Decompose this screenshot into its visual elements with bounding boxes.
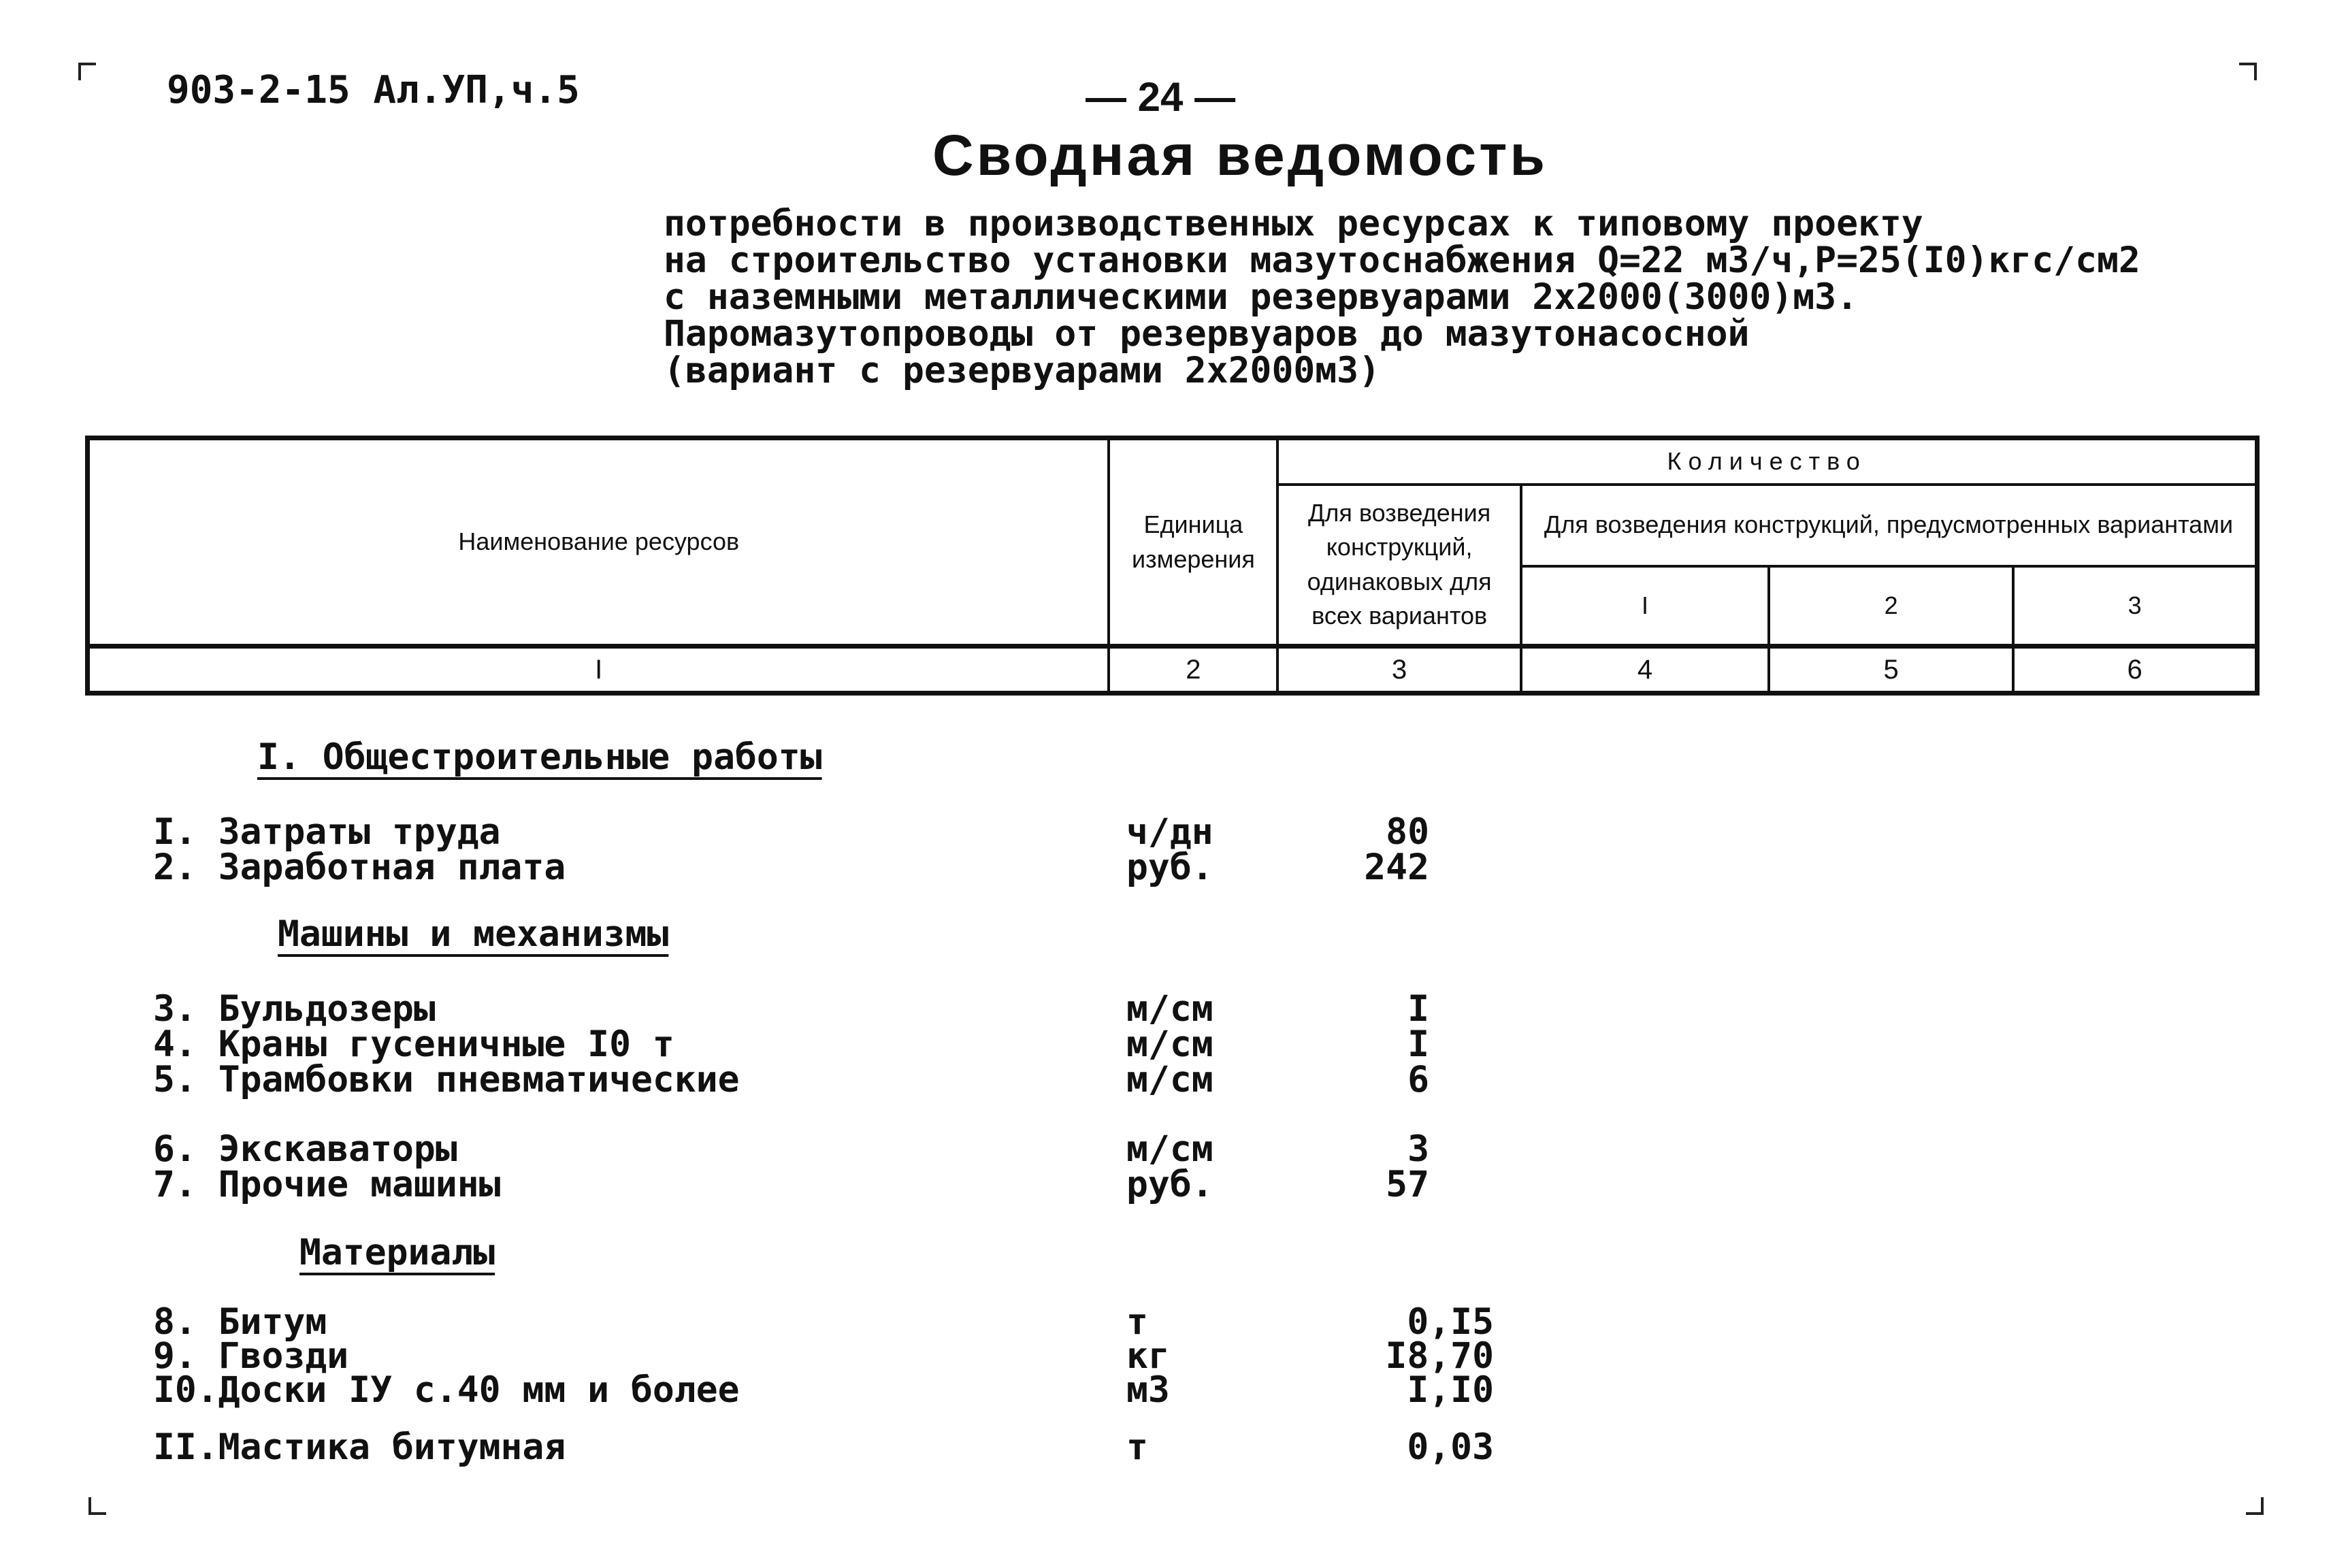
resources-table-header [85,436,2260,696]
row-quantity: 3 [1407,1128,1429,1170]
section-heading-text: Машины и механизмы [278,913,669,955]
subtitle-line: с наземными металлическими резервуарами 2х2000(3000)м3. [664,276,1858,318]
row-unit: кг [1126,1335,1170,1377]
row-name: II.Мастика битумная [153,1426,566,1468]
row-unit: м3 [1126,1369,1170,1411]
column-number: 2 [1109,647,1277,693]
row-quantity: 80 [1386,811,1429,853]
row-name: 8. Битум [153,1301,327,1343]
subtitle-line: (вариант с резервуарами 2х2000м3) [664,350,1380,391]
row-name: 7. Прочие машины [153,1164,501,1205]
header-resource-name: Наименование ресурсов [88,438,1109,647]
row-quantity: 242 [1364,847,1429,888]
row-unit: м/см [1126,1024,1213,1065]
row-unit: м/см [1126,988,1213,1030]
row-name: 2. Заработная плата [153,847,566,888]
corner-mark-bottom-right [2246,1497,2264,1515]
row-quantity: 0,I5 [1407,1301,1494,1343]
column-number: 5 [1769,647,2013,693]
header-variant-3: 3 [2013,566,2257,647]
row-name: 5. Трамбовки пневматические [153,1059,740,1100]
page-title: Сводная ведомость [932,123,1548,187]
section-heading-text: I. Общестроительные работы [257,736,822,778]
document-code: 903-2-15 Ал.УП,ч.5 [167,68,580,112]
row-name: I. Затраты труда [153,811,501,853]
row-name: 3. Бульдозеры [153,988,436,1030]
subtitle-line: Паромазутопроводы от резервуаров до мазутонасосной [664,313,1750,355]
row-unit: ч/дн [1126,811,1213,853]
header-variant-1: I [1521,566,1769,647]
row-quantity: 57 [1386,1164,1429,1205]
subtitle-line: потребности в производственных ресурсах к типовому проекту [664,203,1923,244]
row-unit: м/см [1126,1059,1213,1100]
column-number: 6 [2013,647,2257,693]
header-common-constructions: Для возведения конструкций, одинаковых для всех вариантов [1277,485,1521,647]
section-heading-materials [299,1232,495,1273]
row-unit: руб. [1126,1164,1213,1205]
header-variant-constructions: Для возведения конструкций, предусмотренных вариантами [1521,485,2257,566]
section-heading-machines [278,913,668,955]
column-number: I [88,647,1109,693]
corner-mark-top-left [78,63,96,80]
column-number: 3 [1277,647,1521,693]
row-quantity: 0,03 [1407,1426,1494,1468]
corner-mark-bottom-left [88,1497,106,1515]
row-quantity: I8,70 [1385,1335,1494,1377]
row-unit: руб. [1126,847,1213,888]
row-name: 6. Экскаваторы [153,1128,457,1170]
header-variant-2: 2 [1769,566,2013,647]
header-quantity: Количество [1277,438,2257,485]
row-name: 9. Гвозди [153,1335,349,1377]
header-unit: Единица измерения [1109,438,1277,647]
row-quantity: I,I0 [1407,1369,1494,1411]
row-quantity: I [1407,1024,1429,1065]
row-unit: т [1126,1301,1148,1343]
page-number: — 24 — [1086,74,1236,120]
row-quantity: 6 [1407,1059,1429,1100]
section-heading-text: Материалы [299,1232,495,1273]
corner-mark-top-right [2239,63,2257,80]
column-number: 4 [1521,647,1769,693]
row-quantity: I [1407,988,1429,1030]
subtitle-line: на строительство установки мазутоснабжения Q=22 м3/ч,Р=25(I0)кгс/см2 [664,240,2140,281]
section-heading-general [257,736,822,778]
row-unit: м/см [1126,1128,1213,1170]
row-name: 4. Краны гусеничные I0 т [153,1024,674,1065]
subtitle [664,203,2140,391]
row-unit: т [1126,1426,1148,1468]
row-name: I0.Доски IУ с.40 мм и более [153,1369,740,1411]
